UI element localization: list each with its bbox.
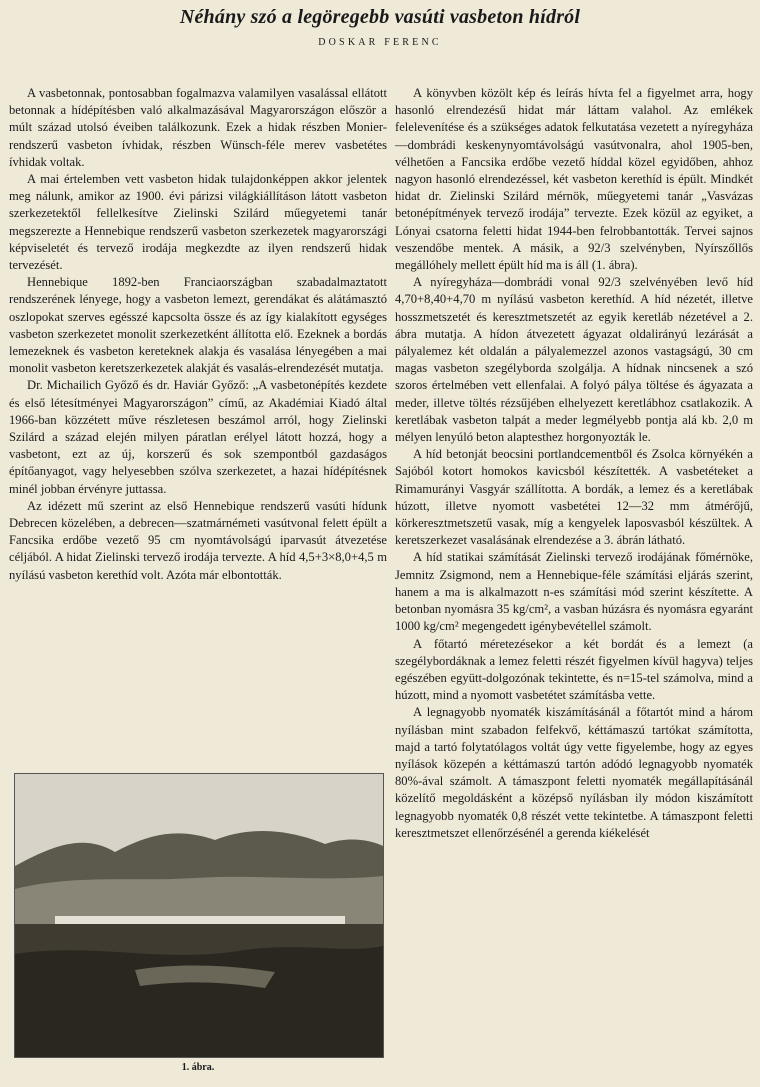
figure-caption: 1. ábra. — [181, 1062, 215, 1073]
paragraph: A nyíregyháza—dombrádi vonal 92/3 szelvényében levő híd 4,70+8,40+4,70 m nyílású vasbeton kerethíd. A híd nézetét, illetve hosszmetszetét és keresztmetszetét az egyik keretláb nézetével a 2. ábra mutatja. A hídon átvezetett ágyazat oldalirányú lezárását a pályalemez két oldalán a pályalemezzel azonos vastagságú, 30 cm magas vasbeton szegélyborda szolgálja. A hídnak nincsenek a szó szoros értelmében vett ellenfalai. A folyó pálya töltése és ágyazata a meder, illetve töltés rézsűjében elhelyezett keretlábhoz csatlakozik. A keretlábak vasbeton talpát a meder legmélyebb pontja alá kb. 2,0 m mélyen lenyúló beton alaptesthez horgonyozták le. — [395, 275, 753, 445]
author-name: DOSKAR FERENC — [318, 37, 442, 48]
paragraph: A mai értelemben vett vasbeton hidak tulajdonképpen akkor jelentek meg nálunk, amikor az 1900. évi párizsi világkiállításon látott vasbeton szerkezetektől fellelkesítve Zielinski Szilárd műegyetemi tanár megszerezte a Hennebique rendszerű vasbeton szerkezetek magyarországi képviseletét és tervező irodája megkezdte az ilyen rendszerű hidak tervezését. — [9, 172, 387, 273]
right-column — [395, 85, 753, 842]
paragraph: A főtartó méretezésekor a két bordát és a lemezt (a szegélybordáknak a lemez feletti részét figyelmen kívül hagyva) teljes egészében együtt-dolgozónak tekintette, és n=15-tel számolva, mind a húzott, mind a nyomott vasbetétet számításba vette. — [395, 636, 753, 703]
paragraph: A vasbetonnak, pontosabban fogalmazva valamilyen vasalással ellátott betonnak a hídépítésben való alkalmazásával Magyarországon először a múlt század utolsó éveiben találkozunk. Ezek a hidak részben Monier-rendszerű vasbeton ívhidak, részben Wünsch-féle merev vasbetétes ívhidak voltak. — [9, 86, 387, 169]
bridge-photo-drawing — [15, 774, 383, 1057]
paragraph: A könyvben közölt kép és leírás hívta fel a figyelmet arra, hogy hasonló elrendezésű hidat már láttam valahol. Az emlékek felelevenítése és a szükséges adatok felkutatása vezetett a nyíregyháza—dombrádi keskenynyomtávolságú vasútvonalra, ahol 1905-ben, vélhetően a Fancsika erdőbe vezető híddal közel egyidőben, ahhoz nagyon hasonló elrendezéssel, két vasbeton kerethíd is épült. Mindkét hidat dr. Zielinski Szilárd mérnök, műegyetemi tanár „Vasvázas betonépítmények tervező irodája” tervezte. Ezek közül az egyiket, a Lónyai csatorna feletti hidat 1944-ben felrobbantották. Tervei sajnos veszendőbe mentek. A másik, a 92/3 szelvényben, Nyírszőllős megállóhely mellett épült híd ma is áll (1. ábra). — [395, 86, 753, 273]
paragraph: A híd betonját beocsini portlandcementből és Zsolca környékén a Sajóból kotort homokos kavicsból készítették. A vasbetéteket a Rimamurányi Vasgyár szállította. A bordák, a lemez és a keretlábak húzott, illetve nyomott vasbetétei 12—32 mm átmérőjű, körkeresztmetszetű vasak, míg a kengyelek laposvasból készültek. A keretszerkezet vasalásának elrendezése a 3. ábrán látható. — [395, 447, 753, 548]
paragraph: Az idézett mű szerint az első Hennebique rendszerű vasúti hídunk Debrecen közelében, a debrecen—szatmárnémeti vasútvonal felett épült a Fancsika erdőbe vezető 95 cm nyomtávolságú iparvasút átvezetése céljából. A hidat Zielinski tervező irodája tervezte. A híd 4,5+3×8,0+4,5 m nyílású vasbeton kerethíd volt. Azóta már elbontották. — [9, 498, 387, 582]
bridge-photo — [14, 773, 384, 1058]
paragraph: A híd statikai számítását Zielinski tervező irodájának főmérnöke, Jemnitz Zsigmond, nem a Hennebique-féle számítási eljárás szerint, hanem a ma is alkalmazott n-es számítási mód szerint készítette. A betonban nyomásra 35 kg/cm², a vasban húzásra és nyomásra egyaránt 1000 kg/cm² megengedett igénybevétellel számolt. — [395, 550, 753, 634]
paragraph: Dr. Michailich Győző és dr. Haviár Győző: „A vasbetonépítés kezdete és első létesítményei Magyarországon” című, az Akadémiai Kiadó által 1966-ban közzétett műve részletesen beszámol arról, hogy Zielinski Szilárd a század elején milyen páratlan erélyel látott hozzá, hogy a vasbetont, ezt az új, korszerű és sok szempontból gazdaságos építőanyagot, vagy helyesebben szólva szerkezetet, a hazai hídépítésnek minél jobban érvényre juttassa. — [9, 378, 387, 496]
article-title: Néhány szó a legöregebb vasúti vasbeton hídról — [179, 6, 581, 28]
paragraph: Hennebique 1892-ben Franciaországban szabadalmaztatott rendszerének lényege, hogy a vasbeton lemezt, gerendákat és alátámasztó oszlopokat szerves egésszé kapcsolta össze és az így kialakított egységes vasbeton szerkezetet monolit szerkezetként állította elő. Ezeknek a bordás lemezeknek és vasbeton kereteknek alakja és vasalása lényegében a mai monolit vasbeton keretszerkezetek alakját és vasalás-elrendezését mutatja. — [9, 275, 387, 376]
left-column — [9, 85, 387, 584]
paragraph: A legnagyobb nyomaték kiszámításánál a főtartót mind a három nyílásban mint szabadon felfekvő, kéttámaszú tartókat számította, majd a tartó folytatólagos voltát úgy vette figyelembe, hogy az egyes nyílások közepén a kéttámaszú tartón adódó legnagyobb nyomaték 80%-ával számolt. A támaszpont feletti nyomaték megállapításánál közelítő megoldásként a középső nyílásban ily módon kiszámított legnagyobb nyomaték 0,8 részét vette tekintetbe. A támaszpont feletti keresztmetszet ellenőrzésénél a gerenda kiékelését — [395, 705, 753, 840]
